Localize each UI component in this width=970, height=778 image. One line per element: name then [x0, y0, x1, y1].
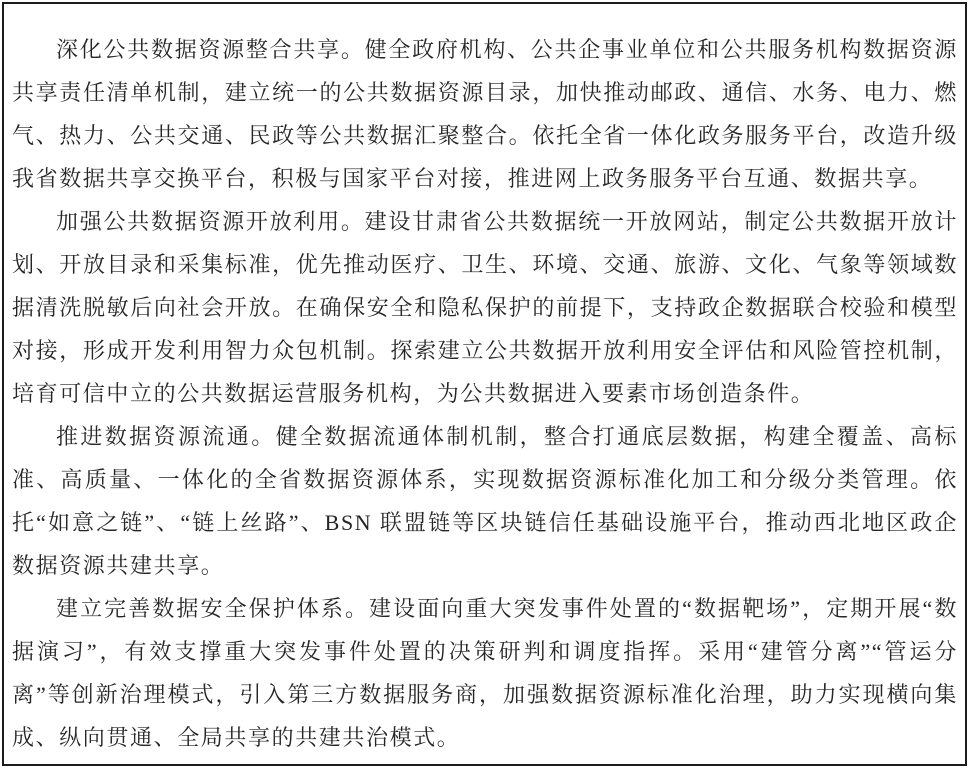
paragraph-public-data-integration: 深化公共数据资源整合共享。健全政府机构、公共企事业单位和公共服务机构数据资源共享责任清单机制，建立统一的公共数据资源目录，加快推动邮政、通信、水务、电力、燃气、热力、公共交通、民政等公共数据汇聚整合。依托全省一体化政务服务平台，改造升级我省数据共享交换平台，积极与国家平台对接，推进网上政务服务平台互通、数据共享。 — [12, 37, 958, 191]
paragraph-data-resource-circulation: 推进数据资源流通。健全数据流通体制机制，整合打通底层数据，构建全覆盖、高标准、高质量、一体化的全省数据资源体系，实现数据资源标准化加工和分级分类管理。依托“如意之链”、“链上丝路”、BSN 联盟链等区块链信任基础设施平台，推动西北地区政企数据资源共建共享。 — [12, 424, 958, 578]
paragraph-data-security-system: 建立完善数据安全保护体系。建设面向重大突发事件处置的“数据靶场”，定期开展“数据演习”，有效支撑重大突发事件处置的决策研判和调度指挥。采用“建管分离”“管运分离”等创新治理模式，引入第三方数据服务商，加强数据资源标准化治理，助力实现横向集成、纵向贯通、全局共享的共建共治模式。 — [12, 596, 958, 750]
document-content — [4, 4, 965, 759]
paragraph-open-data-utilization: 加强公共数据资源开放利用。建设甘肃省公共数据统一开放网站，制定公共数据开放计划、开放目录和采集标准，优先推动医疗、卫生、环境、交通、旅游、文化、气象等领域数据清洗脱敏后向社会开放。在确保安全和隐私保护的前提下，支持政企数据联合校验和模型对接，形成开发利用智力众包机制。探索建立公共数据开放利用安全评估和风险管控机制，培育可信中立的公共数据运营服务机构，为公共数据进入要素市场创造条件。 — [12, 209, 958, 406]
document-page — [2, 2, 967, 766]
